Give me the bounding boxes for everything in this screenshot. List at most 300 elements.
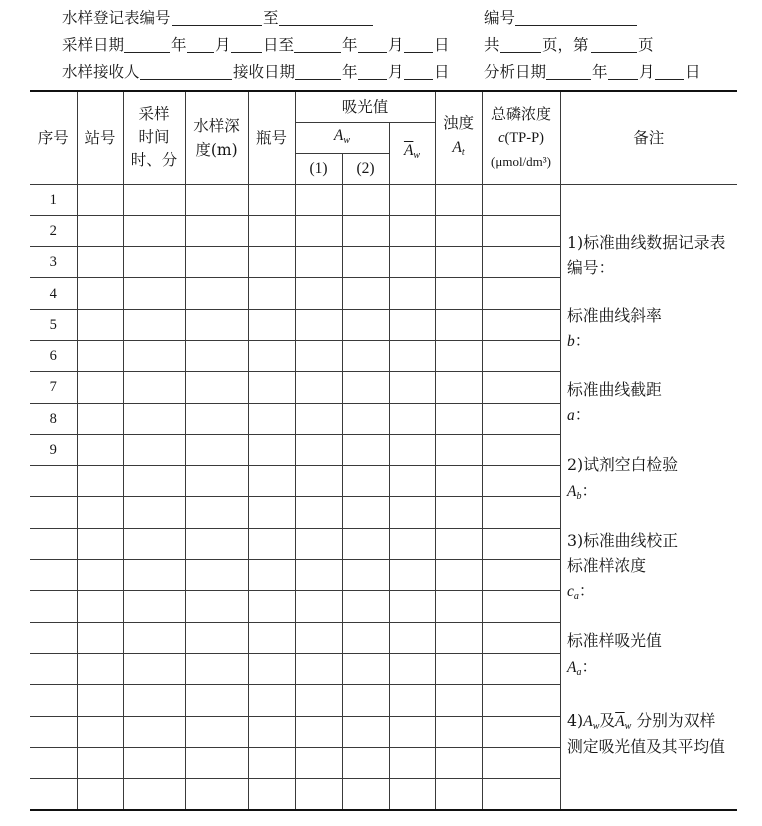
analysis-year-blank bbox=[546, 63, 591, 80]
row-20-tp-concentration-cell bbox=[482, 779, 560, 810]
col-header-remarks: 备注 bbox=[560, 91, 737, 184]
col-header-station: 站号 bbox=[77, 91, 123, 184]
item4-prefix: 4) bbox=[567, 711, 584, 730]
row-5-station-cell bbox=[77, 309, 123, 340]
remark-item3-title: 3)标准曲线校正 bbox=[567, 531, 678, 550]
registration-no-to-label: 至 bbox=[263, 9, 279, 27]
row-7-seq-cell: 7 bbox=[30, 372, 77, 403]
col-header-aw bbox=[295, 122, 389, 153]
receive-year-label: 年 bbox=[342, 63, 358, 81]
row-11-sampling-time-cell bbox=[123, 497, 185, 528]
row-5-depth-cell bbox=[185, 309, 248, 340]
row-13-depth-cell bbox=[185, 560, 248, 591]
row-13-absorbance-2-cell bbox=[342, 560, 389, 591]
col-header-aw-mean bbox=[389, 122, 435, 184]
header-line-sampling bbox=[0, 36, 762, 54]
row-18-bottle-cell bbox=[248, 716, 295, 747]
table-header bbox=[30, 91, 737, 184]
row-15-sampling-time-cell bbox=[123, 622, 185, 653]
analysis-day-blank bbox=[655, 63, 684, 80]
item4-aw-sub: w bbox=[592, 721, 600, 732]
row-10-station-cell bbox=[77, 466, 123, 497]
row-6-seq-cell: 6 bbox=[30, 340, 77, 371]
col-header-bottle: 瓶号 bbox=[248, 91, 295, 184]
row-11-absorbance-mean-cell bbox=[389, 497, 435, 528]
row-11-tp-concentration-cell bbox=[482, 497, 560, 528]
row-12-tp-concentration-cell bbox=[482, 528, 560, 559]
row-19-bottle-cell bbox=[248, 747, 295, 778]
row-10-bottle-cell bbox=[248, 466, 295, 497]
row-14-absorbance-mean-cell bbox=[389, 591, 435, 622]
row-8-absorbance-1-cell bbox=[295, 403, 342, 434]
row-6-station-cell bbox=[77, 340, 123, 371]
row-4-absorbance-2-cell bbox=[342, 278, 389, 309]
row-19-sampling-time-cell bbox=[123, 747, 185, 778]
row-8-station-cell bbox=[77, 403, 123, 434]
row-13-station-cell bbox=[77, 560, 123, 591]
row-18-sampling-time-cell bbox=[123, 716, 185, 747]
row-8-tp-concentration-cell bbox=[482, 403, 560, 434]
header-row-1 bbox=[30, 91, 737, 122]
turbidity-symbol bbox=[436, 135, 482, 165]
row-1-sampling-time-cell bbox=[123, 184, 185, 215]
row-3-sampling-time-cell bbox=[123, 247, 185, 278]
sampling-start-day-blank bbox=[231, 36, 262, 53]
row-9-seq-cell: 9 bbox=[30, 434, 77, 465]
row-10-absorbance-mean-cell bbox=[389, 466, 435, 497]
row-19-tp-concentration-cell bbox=[482, 747, 560, 778]
tp-formula bbox=[483, 126, 560, 150]
remark-item4-line2: 测定吸光值及其平均值 bbox=[567, 737, 725, 756]
row-15-absorbance-mean-cell bbox=[389, 622, 435, 653]
row-12-absorbance-1-cell bbox=[295, 528, 342, 559]
row-17-turbidity-cell bbox=[435, 685, 482, 716]
row-2-sampling-time-cell bbox=[123, 215, 185, 246]
row-7-station-cell bbox=[77, 372, 123, 403]
row-10-seq-cell bbox=[30, 466, 77, 497]
remark-item1-title: 1)标准曲线数据记录表 bbox=[567, 233, 726, 252]
row-13-absorbance-1-cell bbox=[295, 560, 342, 591]
tp-formula-text: (TP-P) bbox=[504, 129, 544, 146]
sampling-time-line-3: 时、分 bbox=[130, 151, 178, 170]
row-13-tp-concentration-cell bbox=[482, 560, 560, 591]
serial-no-label: 编号 bbox=[484, 9, 516, 27]
row-12-absorbance-2-cell bbox=[342, 528, 389, 559]
row-7-absorbance-2-cell bbox=[342, 372, 389, 403]
row-11-bottle-cell bbox=[248, 497, 295, 528]
row-20-absorbance-1-cell bbox=[295, 779, 342, 810]
row-7-tp-concentration-cell bbox=[482, 372, 560, 403]
row-6-absorbance-1-cell bbox=[295, 340, 342, 371]
row-1-absorbance-1-cell bbox=[295, 184, 342, 215]
remark-slope-symbol-line bbox=[567, 331, 591, 352]
row-9-absorbance-mean-cell bbox=[389, 434, 435, 465]
row-4-tp-concentration-cell bbox=[482, 278, 560, 309]
row-2-bottle-cell bbox=[248, 215, 295, 246]
std-conc-symbol: c bbox=[567, 583, 574, 600]
row-12-depth-cell bbox=[185, 528, 248, 559]
col-header-seq: 序号 bbox=[30, 91, 77, 184]
row-16-seq-cell bbox=[30, 653, 77, 684]
row-6-absorbance-mean-cell bbox=[389, 340, 435, 371]
row-19-absorbance-2-cell bbox=[342, 747, 389, 778]
row-10-depth-cell bbox=[185, 466, 248, 497]
remark-std-abs-symbol-line bbox=[567, 657, 597, 683]
row-12-seq-cell bbox=[30, 528, 77, 559]
row-10-turbidity-cell bbox=[435, 466, 482, 497]
analysis-year-label: 年 bbox=[592, 63, 608, 81]
turbidity-label: 浊度 bbox=[443, 113, 475, 132]
row-18-seq-cell bbox=[30, 716, 77, 747]
row-14-turbidity-cell bbox=[435, 591, 482, 622]
row-16-depth-cell bbox=[185, 653, 248, 684]
page-number-blank bbox=[591, 36, 637, 53]
row-2-tp-concentration-cell bbox=[482, 215, 560, 246]
row-5-seq-cell: 5 bbox=[30, 309, 77, 340]
row-19-absorbance-1-cell bbox=[295, 747, 342, 778]
aw-sub: w bbox=[343, 134, 351, 146]
row-20-depth-cell bbox=[185, 779, 248, 810]
depth-line-1: 水样深 bbox=[193, 116, 240, 135]
row-13-seq-cell bbox=[30, 560, 77, 591]
remark-item2-title: 2)试剂空白检验 bbox=[567, 455, 678, 474]
analysis-month-label: 月 bbox=[639, 63, 655, 81]
row-7-sampling-time-cell bbox=[123, 372, 185, 403]
row-2-absorbance-2-cell bbox=[342, 215, 389, 246]
receive-month-blank bbox=[358, 63, 387, 80]
row-12-turbidity-cell bbox=[435, 528, 482, 559]
row-3-station-cell bbox=[77, 247, 123, 278]
row-20-station-cell bbox=[77, 779, 123, 810]
item4-aw-mean-symbol: $\overline{A}$ bbox=[615, 713, 625, 730]
std-abs-symbol: A bbox=[567, 659, 577, 676]
col-header-tp-concentration bbox=[482, 91, 560, 184]
remark-slope-label: 标准曲线斜率 bbox=[567, 306, 662, 325]
row-20-turbidity-cell bbox=[435, 779, 482, 810]
row-15-depth-cell bbox=[185, 622, 248, 653]
row-1-depth-cell bbox=[185, 184, 248, 215]
row-14-absorbance-2-cell bbox=[342, 591, 389, 622]
row-5-absorbance-mean-cell bbox=[389, 309, 435, 340]
remark-intercept-symbol-line bbox=[567, 405, 591, 426]
row-14-seq-cell bbox=[30, 591, 77, 622]
row-10-absorbance-2-cell bbox=[342, 466, 389, 497]
row-8-bottle-cell bbox=[248, 403, 295, 434]
row-17-absorbance-1-cell bbox=[295, 685, 342, 716]
sampling-end-month-blank bbox=[358, 36, 387, 53]
row-1-seq-cell: 1 bbox=[30, 184, 77, 215]
row-19-depth-cell bbox=[185, 747, 248, 778]
row-16-station-cell bbox=[77, 653, 123, 684]
sampling-end-month-label: 月 bbox=[388, 36, 404, 54]
row-16-absorbance-1-cell bbox=[295, 653, 342, 684]
total-pages-blank bbox=[500, 36, 541, 53]
row-9-absorbance-1-cell bbox=[295, 434, 342, 465]
row-15-absorbance-2-cell bbox=[342, 622, 389, 653]
row-1-absorbance-mean-cell bbox=[389, 184, 435, 215]
row-1-station-cell bbox=[77, 184, 123, 215]
total-pages-label: 共 bbox=[484, 36, 500, 54]
row-9-bottle-cell bbox=[248, 434, 295, 465]
row-20-sampling-time-cell bbox=[123, 779, 185, 810]
row-6-tp-concentration-cell bbox=[482, 340, 560, 371]
row-13-bottle-cell bbox=[248, 560, 295, 591]
row-17-tp-concentration-cell bbox=[482, 685, 560, 716]
remark-std-conc-symbol-line bbox=[567, 581, 595, 607]
row-17-sampling-time-cell bbox=[123, 685, 185, 716]
row-3-bottle-cell bbox=[248, 247, 295, 278]
row-14-depth-cell bbox=[185, 591, 248, 622]
row-18-tp-concentration-cell bbox=[482, 716, 560, 747]
analysis-month-blank bbox=[608, 63, 638, 80]
row-16-tp-concentration-cell bbox=[482, 653, 560, 684]
row-5-tp-concentration-cell bbox=[482, 309, 560, 340]
row-2-absorbance-mean-cell bbox=[389, 215, 435, 246]
row-13-absorbance-mean-cell bbox=[389, 560, 435, 591]
blank-symbol: A bbox=[567, 483, 577, 500]
row-3-tp-concentration-cell bbox=[482, 247, 560, 278]
row-10-tp-concentration-cell bbox=[482, 466, 560, 497]
slope-colon: ： bbox=[574, 331, 591, 350]
row-12-absorbance-mean-cell bbox=[389, 528, 435, 559]
receive-day-label: 日 bbox=[434, 63, 450, 81]
blank-sub: b bbox=[576, 491, 582, 502]
item4-rest: 分别为双样 bbox=[636, 711, 716, 730]
row-9-sampling-time-cell bbox=[123, 434, 185, 465]
row-2-depth-cell bbox=[185, 215, 248, 246]
row-20-absorbance-mean-cell bbox=[389, 779, 435, 810]
registration-no-to-blank bbox=[279, 9, 373, 26]
row-4-sampling-time-cell bbox=[123, 278, 185, 309]
row-5-absorbance-1-cell bbox=[295, 309, 342, 340]
row-19-seq-cell bbox=[30, 747, 77, 778]
sampling-start-day-to-label: 日至 bbox=[263, 36, 295, 54]
remark-item4-line1 bbox=[567, 711, 715, 737]
row-8-absorbance-2-cell bbox=[342, 403, 389, 434]
tp-unit: (μmol/dm³) bbox=[491, 153, 552, 169]
row-12-bottle-cell bbox=[248, 528, 295, 559]
row-7-depth-cell bbox=[185, 372, 248, 403]
row-20-absorbance-2-cell bbox=[342, 779, 389, 810]
turbidity-symbol-main: A bbox=[452, 138, 462, 156]
page-label: 页 bbox=[638, 36, 654, 54]
row-4-absorbance-1-cell bbox=[295, 278, 342, 309]
row-6-absorbance-2-cell bbox=[342, 340, 389, 371]
row-3-seq-cell: 3 bbox=[30, 247, 77, 278]
row-7-absorbance-mean-cell bbox=[389, 372, 435, 403]
row-12-sampling-time-cell bbox=[123, 528, 185, 559]
row-10-sampling-time-cell bbox=[123, 466, 185, 497]
row-17-seq-cell bbox=[30, 685, 77, 716]
row-14-bottle-cell bbox=[248, 591, 295, 622]
row-18-absorbance-mean-cell bbox=[389, 716, 435, 747]
row-5-turbidity-cell bbox=[435, 309, 482, 340]
row-15-tp-concentration-cell bbox=[482, 622, 560, 653]
row-4-seq-cell: 4 bbox=[30, 278, 77, 309]
row-1-absorbance-2-cell bbox=[342, 184, 389, 215]
analysis-day-label: 日 bbox=[685, 63, 701, 81]
row-14-sampling-time-cell bbox=[123, 591, 185, 622]
row-5-bottle-cell bbox=[248, 309, 295, 340]
remark-intercept-label: 标准曲线截距 bbox=[567, 380, 662, 399]
row-3-depth-cell bbox=[185, 247, 248, 278]
row-2-station-cell bbox=[77, 215, 123, 246]
row-9-depth-cell bbox=[185, 434, 248, 465]
sampling-date-label: 采样日期 bbox=[62, 36, 125, 54]
row-17-station-cell bbox=[77, 685, 123, 716]
row-11-turbidity-cell bbox=[435, 497, 482, 528]
row-19-absorbance-mean-cell bbox=[389, 747, 435, 778]
row-4-depth-cell bbox=[185, 278, 248, 309]
col-header-absorbance: 吸光值 bbox=[295, 91, 435, 122]
row-9-turbidity-cell bbox=[435, 434, 482, 465]
item4-aw-mean-sub: w bbox=[624, 721, 632, 732]
row-20-seq-cell bbox=[30, 779, 77, 810]
row-8-depth-cell bbox=[185, 403, 248, 434]
std-abs-colon: ： bbox=[581, 657, 598, 676]
row-18-depth-cell bbox=[185, 716, 248, 747]
row-3-absorbance-mean-cell bbox=[389, 247, 435, 278]
receive-day-blank bbox=[404, 63, 433, 80]
col-header-depth bbox=[185, 91, 248, 184]
aw-mean-symbol: $\overline{A}$ bbox=[403, 142, 414, 159]
remark-blank-symbol-line bbox=[567, 481, 597, 507]
sampling-start-year-label: 年 bbox=[171, 36, 187, 54]
sampling-end-year-label: 年 bbox=[342, 36, 358, 54]
row-18-turbidity-cell bbox=[435, 716, 482, 747]
item4-and: 及 bbox=[599, 711, 616, 730]
row-6-depth-cell bbox=[185, 340, 248, 371]
row-11-absorbance-2-cell bbox=[342, 497, 389, 528]
row-15-station-cell bbox=[77, 622, 123, 653]
row-2-absorbance-1-cell bbox=[295, 215, 342, 246]
row-1-bottle-cell bbox=[248, 184, 295, 215]
receiver-label: 水样接收人 bbox=[62, 63, 140, 81]
row-5-sampling-time-cell bbox=[123, 309, 185, 340]
remarks-notes bbox=[560, 184, 737, 810]
row-17-absorbance-2-cell bbox=[342, 685, 389, 716]
blank-colon: ： bbox=[581, 481, 598, 500]
row-2-turbidity-cell bbox=[435, 215, 482, 246]
row-16-sampling-time-cell bbox=[123, 653, 185, 684]
row-3-turbidity-cell bbox=[435, 247, 482, 278]
row-18-station-cell bbox=[77, 716, 123, 747]
registration-no-from-blank bbox=[172, 9, 262, 26]
sampling-end-day-label: 日 bbox=[434, 36, 450, 54]
row-9-absorbance-2-cell bbox=[342, 434, 389, 465]
aw-symbol: A bbox=[333, 126, 344, 144]
row-11-depth-cell bbox=[185, 497, 248, 528]
row-3-absorbance-2-cell bbox=[342, 247, 389, 278]
row-5-absorbance-2-cell bbox=[342, 309, 389, 340]
row-20-bottle-cell bbox=[248, 779, 295, 810]
row-8-absorbance-mean-cell bbox=[389, 403, 435, 434]
sampling-end-day-blank bbox=[404, 36, 433, 53]
row-16-bottle-cell bbox=[248, 653, 295, 684]
sampling-start-month-label: 月 bbox=[215, 36, 231, 54]
row-16-absorbance-mean-cell bbox=[389, 653, 435, 684]
row-15-bottle-cell bbox=[248, 622, 295, 653]
row-9-tp-concentration-cell bbox=[482, 434, 560, 465]
row-14-absorbance-1-cell bbox=[295, 591, 342, 622]
row-6-bottle-cell bbox=[248, 340, 295, 371]
row-15-turbidity-cell bbox=[435, 622, 482, 653]
aw-mean-sub: w bbox=[413, 150, 421, 161]
sampling-start-year-blank bbox=[124, 36, 170, 53]
row-7-absorbance-1-cell bbox=[295, 372, 342, 403]
row-17-absorbance-mean-cell bbox=[389, 685, 435, 716]
depth-line-2: 度(m) bbox=[195, 140, 238, 159]
row-16-turbidity-cell bbox=[435, 653, 482, 684]
row-2-seq-cell: 2 bbox=[30, 215, 77, 246]
row-8-sampling-time-cell bbox=[123, 403, 185, 434]
std-conc-colon: ： bbox=[578, 581, 595, 600]
row-8-turbidity-cell bbox=[435, 403, 482, 434]
remark-item1-no: 编号： bbox=[567, 258, 615, 277]
row-12-station-cell bbox=[77, 528, 123, 559]
row-10-absorbance-1-cell bbox=[295, 466, 342, 497]
receive-year-blank bbox=[295, 63, 341, 80]
tp-symbol: c bbox=[498, 129, 505, 146]
col-header-sampling-time bbox=[123, 91, 185, 184]
sampling-start-month-blank bbox=[187, 36, 214, 53]
row-4-absorbance-mean-cell bbox=[389, 278, 435, 309]
receiver-blank bbox=[140, 63, 232, 80]
serial-no-blank bbox=[515, 9, 637, 26]
tp-title: 总磷浓度 bbox=[491, 104, 552, 123]
intercept-symbol: a bbox=[567, 407, 575, 424]
row-15-absorbance-1-cell bbox=[295, 622, 342, 653]
page-separator-label: 页，第 bbox=[542, 36, 589, 54]
row-1-tp-concentration-cell bbox=[482, 184, 560, 215]
row-6-turbidity-cell bbox=[435, 340, 482, 371]
col-header-turbidity bbox=[435, 91, 482, 184]
row-4-bottle-cell bbox=[248, 278, 295, 309]
row-6-sampling-time-cell bbox=[123, 340, 185, 371]
row-17-depth-cell bbox=[185, 685, 248, 716]
row-7-turbidity-cell bbox=[435, 372, 482, 403]
header-line-registration bbox=[0, 9, 762, 27]
row-8-seq-cell: 8 bbox=[30, 403, 77, 434]
analysis-date-label: 分析日期 bbox=[484, 63, 547, 81]
row-18-absorbance-2-cell bbox=[342, 716, 389, 747]
header-line-receiving bbox=[0, 63, 762, 81]
row-1-turbidity-cell bbox=[435, 184, 482, 215]
row-14-station-cell bbox=[77, 591, 123, 622]
slope-symbol: b bbox=[567, 333, 575, 350]
sampling-end-year-blank bbox=[294, 36, 341, 53]
row-11-absorbance-1-cell bbox=[295, 497, 342, 528]
row-17-bottle-cell bbox=[248, 685, 295, 716]
row-11-station-cell bbox=[77, 497, 123, 528]
row-14-tp-concentration-cell bbox=[482, 591, 560, 622]
row-18-absorbance-1-cell bbox=[295, 716, 342, 747]
receive-month-label: 月 bbox=[388, 63, 404, 81]
row-19-station-cell bbox=[77, 747, 123, 778]
row-4-turbidity-cell bbox=[435, 278, 482, 309]
col-header-replicate-1: (1) bbox=[295, 153, 342, 184]
intercept-colon: ： bbox=[574, 405, 591, 424]
row-11-seq-cell bbox=[30, 497, 77, 528]
sampling-time-line-2: 时间 bbox=[138, 128, 170, 147]
row-13-sampling-time-cell bbox=[123, 560, 185, 591]
row-4-station-cell bbox=[77, 278, 123, 309]
std-conc-sub: a bbox=[573, 591, 579, 602]
registration-no-label: 水样登记表编号 bbox=[62, 9, 171, 27]
row-15-seq-cell bbox=[30, 622, 77, 653]
std-abs-sub: a bbox=[576, 667, 582, 678]
row-13-turbidity-cell bbox=[435, 560, 482, 591]
